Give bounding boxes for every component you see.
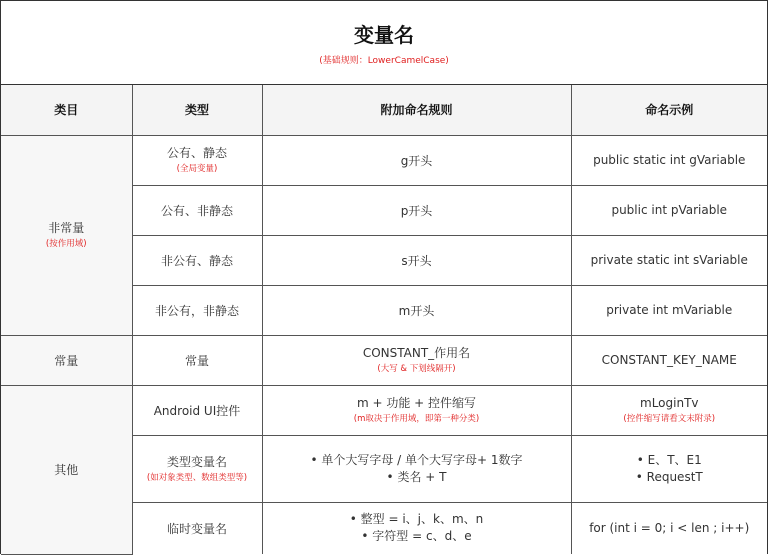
example-list bbox=[576, 452, 764, 486]
group-note: (按作用域) bbox=[45, 239, 87, 249]
header-example: 命名示例 bbox=[571, 85, 767, 135]
list-item: • E、T、E1 bbox=[576, 452, 764, 469]
rule-cell bbox=[262, 385, 571, 435]
title-block bbox=[1, 1, 767, 85]
table-row bbox=[1, 135, 767, 185]
example-cell: public int pVariable bbox=[571, 185, 767, 235]
group-const: 常量 bbox=[1, 335, 132, 385]
type-cell: 常量 bbox=[132, 335, 262, 385]
header-rule: 附加命名规则 bbox=[262, 85, 571, 135]
type-cell: 公有、非静态 bbox=[132, 185, 262, 235]
group-nonconst bbox=[1, 135, 132, 335]
rule-note: (大写 & 下划线隔开) bbox=[377, 364, 456, 374]
list-item: • 单个大写字母 / 单个大写字母+ 1数字 bbox=[267, 452, 567, 469]
example-cell: private static int sVariable bbox=[571, 235, 767, 285]
header-category: 类目 bbox=[1, 85, 132, 135]
page-subtitle: (基础规则：LowerCamelCase) bbox=[319, 55, 449, 66]
rule-cell: m开头 bbox=[262, 285, 571, 335]
rule-cell: s开头 bbox=[262, 235, 571, 285]
naming-table bbox=[1, 85, 767, 555]
list-item: • 字符型 = c、d、e bbox=[267, 528, 567, 545]
example-cell bbox=[571, 385, 767, 435]
type-note: (全局变量) bbox=[176, 164, 218, 174]
type-label: 公有、静态 bbox=[166, 146, 227, 160]
example-cell: private int mVariable bbox=[571, 285, 767, 335]
rule-label: CONSTANT_作用名 bbox=[362, 346, 471, 360]
rule-cell bbox=[262, 335, 571, 385]
type-note: (如对象类型、数组类型等) bbox=[146, 472, 248, 483]
example-cell bbox=[571, 435, 767, 502]
rule-note: (m取决于作用域，即第一种分类) bbox=[353, 414, 480, 424]
example-note: (控件缩写请看文末附录) bbox=[623, 414, 716, 424]
type-cell bbox=[132, 135, 262, 185]
rule-list bbox=[267, 452, 567, 486]
example-cell: public static int gVariable bbox=[571, 135, 767, 185]
rule-cell bbox=[262, 502, 571, 554]
type-cell: 非公有，非静态 bbox=[132, 285, 262, 335]
rule-cell: p开头 bbox=[262, 185, 571, 235]
type-cell bbox=[132, 435, 262, 502]
table-row bbox=[1, 335, 767, 385]
list-item: • 类名 + T bbox=[267, 469, 567, 486]
group-other: 其他 bbox=[1, 385, 132, 554]
type-cell: 非公有、静态 bbox=[132, 235, 262, 285]
rule-cell bbox=[262, 435, 571, 502]
type-cell: Android UI控件 bbox=[132, 385, 262, 435]
table-row bbox=[1, 385, 767, 435]
example-cell: CONSTANT_KEY_NAME bbox=[571, 335, 767, 385]
example-label: mLoginTv bbox=[640, 396, 699, 410]
header-type: 类型 bbox=[132, 85, 262, 135]
list-item: • RequestT bbox=[576, 469, 764, 486]
group-label: 非常量 bbox=[48, 221, 85, 235]
rule-cell: g开头 bbox=[262, 135, 571, 185]
rule-list bbox=[267, 511, 567, 545]
header-row bbox=[1, 85, 767, 135]
rule-label: m + 功能 + 控件缩写 bbox=[356, 396, 477, 410]
list-item: • 整型 = i、j、k、m、n bbox=[267, 511, 567, 528]
example-cell: for (int i = 0; i < len ; i++) bbox=[571, 502, 767, 554]
type-cell: 临时变量名 bbox=[132, 502, 262, 554]
type-label: 类型变量名 bbox=[166, 454, 227, 469]
page-title: 变量名 bbox=[354, 22, 414, 47]
